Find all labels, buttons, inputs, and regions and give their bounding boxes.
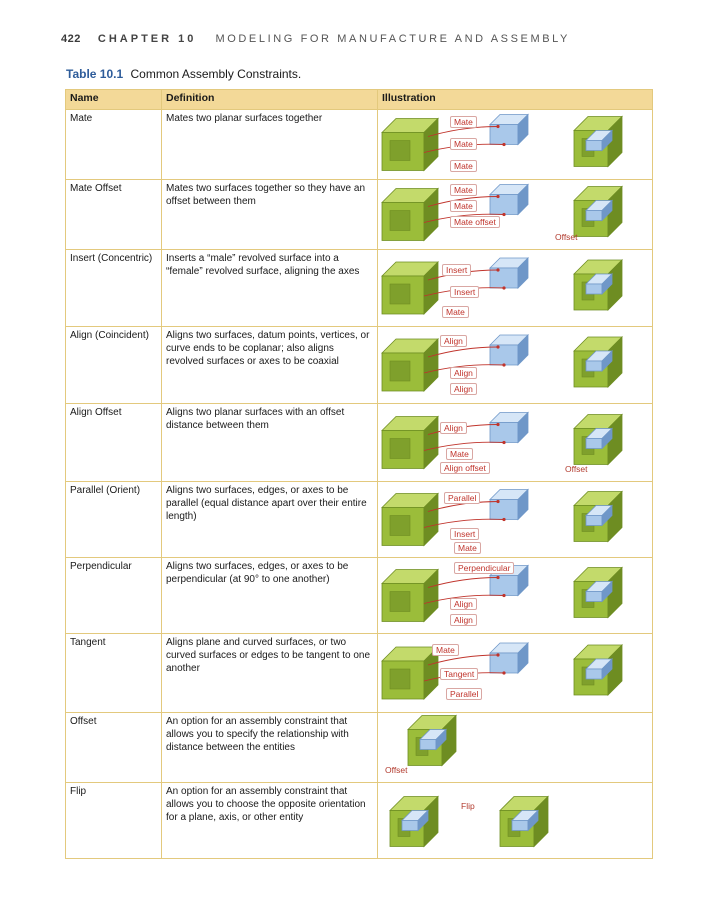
running-head [61, 33, 570, 45]
callout-label: Flip [461, 801, 475, 811]
callout-label: Offset [565, 464, 588, 474]
callout-label: Mate [432, 644, 459, 656]
constraint-illustration [378, 634, 653, 713]
callout-label: Insert [450, 528, 479, 540]
constraint-arrow [428, 347, 498, 357]
table-row-align-offset [66, 404, 653, 482]
constraint-name: Tangent [66, 634, 162, 713]
constraint-name: Mate [66, 110, 162, 180]
constraint-definition: An option for an assembly constraint that allows you to choose the opposite orientation for a plane, axis, or other entity [162, 783, 378, 859]
constraint-arrow [428, 578, 498, 588]
constraints-table [65, 89, 653, 859]
blue-part-shape [490, 185, 528, 215]
green-part-shape [382, 570, 438, 622]
constraint-name: Align Offset [66, 404, 162, 482]
constraint-illustration [378, 482, 653, 558]
illustration-figure [378, 327, 652, 403]
green-part-shape [382, 262, 438, 314]
green-part-shape [382, 417, 438, 469]
illustration-figure [378, 634, 652, 712]
constraint-definition: Aligns plane and curved surfaces, or two curved surfaces or edges to be tangent to one another [162, 634, 378, 713]
blue-part-shape [490, 643, 528, 673]
illustration-figure [378, 404, 652, 481]
illustration-figure [378, 558, 652, 633]
table-title: Common Assembly Constraints. [130, 67, 302, 81]
blue-part-shape [490, 335, 528, 365]
chapter-label: CHAPTER 10 [97, 33, 197, 45]
constraint-illustration [378, 404, 653, 482]
table-row-insert [66, 250, 653, 327]
page-number: 422 [61, 33, 81, 45]
callout-label: Align [440, 335, 467, 347]
green-part-shape [382, 119, 438, 171]
constraint-definition: Aligns two surfaces, edges, or axes to be perpendicular (at 90° to one another) [162, 558, 378, 634]
callout-label: Parallel [446, 688, 482, 700]
table-row-parallel [66, 482, 653, 558]
constraint-arrow [428, 127, 498, 137]
blue-part-shape [490, 258, 528, 288]
constraint-illustration [378, 558, 653, 634]
constraint-definition: Mates two planar surfaces together [162, 110, 378, 180]
green-part-shape [382, 339, 438, 391]
constraint-name: Perpendicular [66, 558, 162, 634]
callout-label: Parallel [444, 492, 480, 504]
callout-label: Mate [446, 448, 473, 460]
callout-label: Align offset [440, 462, 490, 474]
constraint-illustration [378, 327, 653, 404]
callout-label: Mate [454, 542, 481, 554]
callout-label: Tangent [440, 668, 478, 680]
blue-part-shape [490, 115, 528, 145]
column-header-definition: Definition [162, 90, 378, 110]
constraint-illustration [378, 783, 653, 859]
callout-label: Align [450, 383, 477, 395]
callout-label: Mate [450, 116, 477, 128]
table-row-offset [66, 713, 653, 783]
green-part-shape [382, 494, 438, 546]
callout-label: Offset [385, 765, 408, 775]
constraint-name: Parallel (Orient) [66, 482, 162, 558]
green-part-shape [382, 647, 438, 699]
table-number: Table 10.1 [66, 67, 124, 81]
table-caption [66, 67, 301, 81]
column-header-illustration: Illustration [378, 90, 653, 110]
callout-label: Mate [450, 200, 477, 212]
callout-label: Insert [442, 264, 471, 276]
constraint-illustration [378, 713, 653, 783]
callout-label: Mate [450, 160, 477, 172]
callout-label: Mate [450, 138, 477, 150]
constraint-name: Flip [66, 783, 162, 859]
table-row-mate-offset [66, 180, 653, 250]
callout-label: Perpendicular [454, 562, 514, 574]
green-part-shape [382, 189, 438, 241]
illustration-figure [378, 180, 652, 249]
constraint-name: Mate Offset [66, 180, 162, 250]
callout-label: Mate [450, 184, 477, 196]
table-row-tangent [66, 634, 653, 713]
callout-label: Mate offset [450, 216, 500, 228]
chapter-title: MODELING FOR MANUFACTURE AND ASSEMBLY [215, 33, 570, 45]
constraint-arrow [428, 655, 498, 665]
table-header-row [66, 90, 653, 110]
table-row-align [66, 327, 653, 404]
illustration-figure [378, 110, 652, 179]
callout-label: Mate [442, 306, 469, 318]
blue-part-shape [490, 413, 528, 443]
callout-label: Align [440, 422, 467, 434]
callout-label: Offset [555, 232, 578, 242]
constraint-definition: Inserts a “male” revolved surface into a “female” revolved surface, aligning the axes [162, 250, 378, 327]
callout-label: Align [450, 367, 477, 379]
column-header-name: Name [66, 90, 162, 110]
constraint-definition: Mates two surfaces together so they have an offset between them [162, 180, 378, 250]
table-row-flip [66, 783, 653, 859]
blue-part-shape [490, 490, 528, 520]
illustration-figure [378, 250, 652, 326]
constraint-definition: Aligns two planar surfaces with an offset distance between them [162, 404, 378, 482]
constraint-name: Align (Coincident) [66, 327, 162, 404]
illustration-figure [378, 482, 652, 557]
illustration-figure [378, 713, 652, 782]
constraint-illustration [378, 250, 653, 327]
callout-label: Insert [450, 286, 479, 298]
constraint-illustration [378, 180, 653, 250]
constraint-definition: An option for an assembly constraint that allows you to specify the relationship with distance between the entities [162, 713, 378, 783]
constraint-name: Insert (Concentric) [66, 250, 162, 327]
constraint-definition: Aligns two surfaces, datum points, vertices, or curve ends to be coplanar; also aligns revolved surfaces or axes to be coaxial [162, 327, 378, 404]
table-row-perpendicular [66, 558, 653, 634]
constraint-illustration [378, 110, 653, 180]
table-row-mate [66, 110, 653, 180]
constraint-definition: Aligns two surfaces, edges, or axes to be parallel (equal distance apart over their entire length) [162, 482, 378, 558]
constraint-name: Offset [66, 713, 162, 783]
callout-label: Align [450, 614, 477, 626]
callout-label: Align [450, 598, 477, 610]
illustration-figure [378, 783, 652, 858]
